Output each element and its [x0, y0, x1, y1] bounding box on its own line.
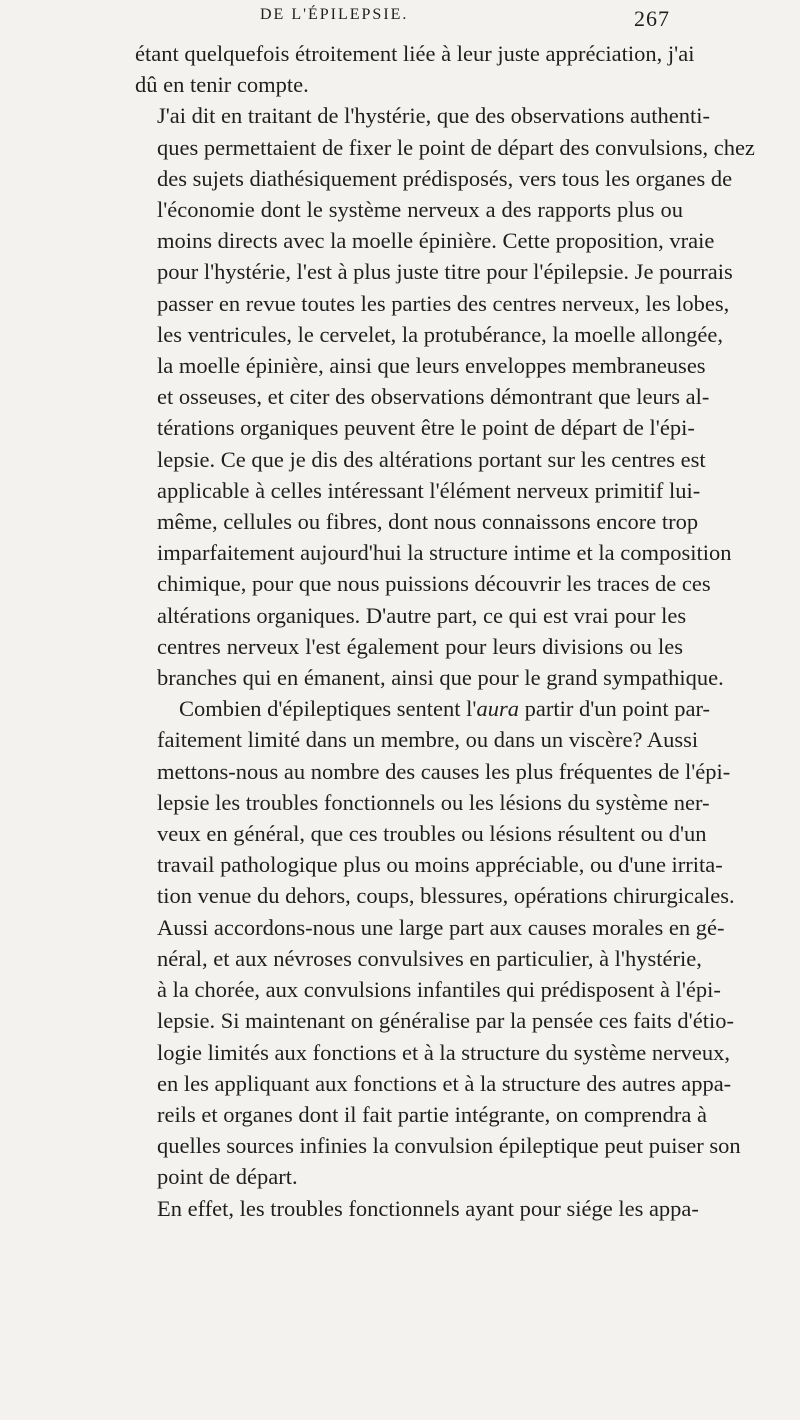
text-line: en les appliquant aux fonctions et à la structure des autres appa- [157, 1070, 732, 1096]
text-line: lepsie. Ce que je dis des altérations portant sur les centres est [157, 446, 706, 472]
text-line: même, cellules ou fibres, dont nous connaissons encore trop [157, 509, 699, 535]
text-line: branches qui en émanent, ainsi que pour le grand sympathique. [157, 665, 724, 691]
page-header [160, 6, 670, 32]
text-line: veux en général, que ces troubles ou lésions résultent ou d'un [157, 821, 707, 847]
body-text [135, 38, 755, 1224]
text-line: imparfaitement aujourd'hui la structure intime et la composition [157, 540, 732, 566]
text-line: tion venue du dehors, coups, blessures, opérations chirurgicales. [157, 883, 735, 909]
running-head: DE L'ÉPILEPSIE. [260, 6, 409, 23]
text-line: l'économie dont le système nerveux a des rapports plus ou [157, 197, 683, 223]
paragraph-2 [135, 100, 755, 1192]
text-line: travail pathologique plus ou moins appréciable, ou d'une irrita- [157, 852, 723, 878]
text-line: des sujets diathésiquement prédisposés, vers tous les organes de [157, 165, 733, 191]
paragraph-3 [135, 1193, 699, 1224]
text-line: mettons-nous au nombre des causes les plus fréquentes de l'épi- [157, 758, 731, 784]
text-line: dû en tenir compte. [135, 72, 309, 98]
text-line: moins directs avec la moelle épinière. Cette proposition, vraie [157, 228, 715, 254]
text-fragment: partir d'un point par- [518, 696, 711, 722]
text-line: néral, et aux névroses convulsives en particulier, à l'hystérie, [157, 945, 702, 971]
page-number: 267 [634, 6, 670, 31]
text-line: centres nerveux l'est également pour leurs divisions ou les [157, 633, 683, 659]
text-line: En effet, les troubles fonctionnels ayant pour siége les appa- [157, 1195, 699, 1221]
text-fragment: Combien d'épileptiques sentent [179, 696, 467, 722]
text-line: ques permettaient de fixer le point de départ des convulsions, chez [157, 134, 755, 160]
text-line: pour l'hystérie, l'est à plus juste titre pour l'épilepsie. Je pourrais [157, 259, 733, 285]
text-line: térations organiques peuvent être le point de départ de l'épi- [157, 415, 695, 441]
text-line: passer en revue toutes les parties des centres nerveux, les lobes, [157, 290, 730, 316]
text-line: et osseuses, et citer des observations démontrant que leurs al- [157, 384, 710, 410]
text-line: quelles sources infinies la convulsion épileptique peut puiser son [157, 1133, 741, 1159]
text-line: Aussi accordons-nous une large part aux causes morales en gé- [157, 914, 725, 940]
text-line: altérations organiques. D'autre part, ce qui est vrai pour les [157, 602, 687, 628]
text-line: lepsie. Si maintenant on généralise par la pensée ces faits d'étio- [157, 1008, 734, 1034]
text-line: chimique, pour que nous puissions découvrir les traces de ces [157, 571, 711, 597]
text-fragment: l' [466, 696, 477, 722]
text-line: J'ai dit en traitant de l'hystérie, que des observations authenti- [157, 103, 710, 129]
text-line: logie limités aux fonctions et à la structure du système nerveux, [157, 1039, 730, 1065]
text-line: lepsie les troubles fonctionnels ou les lésions du système ner- [157, 789, 710, 815]
paragraph-1 [135, 38, 695, 100]
text-line: étant quelquefois étroitement liée à leur juste appréciation, j'ai [135, 41, 695, 66]
text-line: faitement limité dans un membre, ou dans un viscère? Aussi [157, 727, 699, 753]
text-line: reils et organes dont il fait partie intégrante, on comprendra à [157, 1101, 708, 1127]
text-line: applicable à celles intéressant l'élément nerveux primitif lui- [157, 477, 701, 503]
text-line: à la chorée, aux convulsions infantiles qui prédisposent à l'épi- [157, 977, 721, 1003]
italic-term: aura [476, 696, 519, 722]
text-line-with-italic [135, 693, 711, 724]
text-line: point de départ. [157, 1164, 298, 1190]
text-line: la moelle épinière, ainsi que leurs enveloppes membraneuses [157, 353, 706, 379]
text-line: les ventricules, le cervelet, la protubérance, la moelle allongée, [157, 321, 723, 347]
